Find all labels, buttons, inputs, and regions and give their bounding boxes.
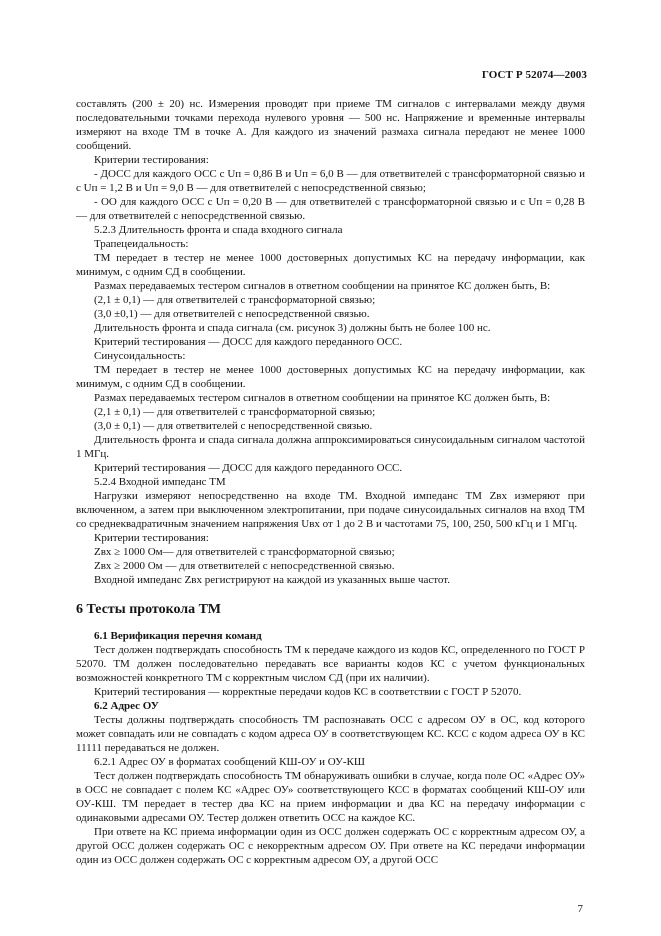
- paragraph: Размах передаваемых тестером сигналов в ответном сообщении на принятое КС должен быть, В:: [94, 392, 551, 404]
- list-item: (2,1 ± 0,1) — для ответвителей с трансформаторной связью;: [94, 406, 376, 418]
- paragraph: Критерий тестирования — ДОСС для каждого переданного ОСС.: [94, 336, 403, 348]
- paragraph: Критерий тестирования — корректные передачи кодов КС в соответствии с ГОСТ Р 52070.: [94, 686, 522, 698]
- paragraph: Критерии тестирования:: [94, 532, 209, 544]
- paragraph: Нагрузки измеряют непосредственно на входе ТМ. Входной импеданс ТМ Zвх измеряют при включенном, а затем при выключенном электропитании, при подаче синусоидальных сигналов на вход ТМ со среднеквадратичным значением напряжения Uвх от 1 до 2 В и частотами 75, 100, 250, 500 кГц и 1 МГц.: [76, 490, 585, 530]
- section-heading: 6 Тесты протокола ТМ: [76, 602, 221, 617]
- paragraph: Критерий тестирования — ДОСС для каждого переданного ОСС.: [94, 462, 403, 474]
- paragraph: При ответе на КС приема информации один из ОСС должен содержать ОС с корректным адресом ОУ, а другой ОСС должен содержать ОС с некорректным адресом ОУ. При ответе на КС передачи информации один из ОСС должен содержать ОС с корректным адресом ОУ, а другой ОСС: [76, 826, 585, 866]
- list-item: (2,1 ± 0,1) — для ответвителей с трансформаторной связью;: [94, 294, 376, 306]
- list-item: (3,0 ± 0,1) — для ответвителей с непосредственной связью.: [94, 420, 373, 432]
- page-number: 7: [577, 903, 583, 915]
- paragraph: Входной импеданс Zвх регистрируют на каждой из указанных выше частот.: [94, 574, 451, 586]
- list-item: (3,0 ±0,1) — для ответвителей с непосредственной связью.: [94, 308, 370, 320]
- subsection-heading: 5.2.3 Длительность фронта и спада входного сигнала: [94, 224, 343, 236]
- paragraph: Трапецеидальность:: [94, 238, 189, 250]
- paragraph: ТМ передает в тестер не менее 1000 достоверных допустимых КС на передачу информации, как минимум, с одним СД в сообщении.: [76, 364, 585, 390]
- list-item: Zвх ≥ 1000 Ом— для ответвителей с трансформаторной связью;: [94, 546, 395, 558]
- paragraph: Критерии тестирования:: [94, 154, 209, 166]
- paragraph: Синусоидальность:: [94, 350, 186, 362]
- list-item: - ОО для каждого ОСС с Uп = 0,20 В — для ответвителей с трансформаторной связью и с Uп = 0,28 В — для ответвителей с непосредственной связью.: [76, 196, 585, 222]
- document-header: ГОСТ Р 52074—2003: [481, 69, 587, 81]
- paragraph: составлять (200 ± 20) нс. Измерения проводят при приеме ТМ сигналов с интервалами между двумя последовательными точками перехода нулевого уровня — 500 нс. Напряжение и временные интервалы измеряют на входе ТМ в точке А. Для каждого из значений размаха сигнала передают не менее 1000 сообщений.: [76, 98, 585, 152]
- document-body: [76, 97, 585, 867]
- paragraph: Длительность фронта и спада сигнала (см. рисунок 3) должны быть не более 100 нс.: [94, 322, 491, 334]
- paragraph: Тесты должны подтверждать способность ТМ распознавать ОСС с адресом ОУ в ОС, код которого может совпадать или не совпадать с кодом адреса ОУ в соответствующем КС. КСС с кодом адреса ОУ в КС 11111 передаваться не должен.: [76, 714, 585, 754]
- list-item: Zвх ≥ 2000 Ом — для ответвителей с непосредственной связью.: [94, 560, 395, 572]
- subsection-heading: 5.2.4 Входной импеданс ТМ: [94, 476, 226, 488]
- paragraph: Размах передаваемых тестером сигналов в ответном сообщении на принятое КС должен быть, В:: [94, 280, 551, 292]
- list-item: - ДОСС для каждого ОСС с Uп = 0,86 В и Uп = 6,0 В — для ответвителей с трансформаторной связью и с Uп = 1,2 В и Uп = 9,0 В — для ответвителей с непосредственной связью;: [76, 168, 585, 194]
- paragraph: Длительность фронта и спада сигнала должна аппроксимироваться синусоидальным сигналом частотой 1 МГц.: [76, 434, 585, 460]
- subsection-heading: 6.1 Верификация перечня команд: [94, 630, 262, 642]
- subsection-heading: 6.2 Адрес ОУ: [94, 700, 159, 712]
- paragraph: Тест должен подтверждать способность ТМ к передаче каждого из кодов КС, определенного по ГОСТ Р 52070. ТМ должен последовательно передавать все варианты кодов КС с учетом функциональных возможностей конкретного ТМ с корректным числом СД (при их наличии).: [76, 644, 585, 684]
- subsection-heading: 6.2.1 Адрес ОУ в форматах сообщений КШ-ОУ и ОУ-КШ: [94, 756, 365, 768]
- paragraph: Тест должен подтверждать способность ТМ обнаруживать ошибки в случае, когда поле ОС «Адрес ОУ» в ОСС не совпадает с полем КС «Адрес ОУ» соответствующего КСС в форматах сообщений КШ-ОУ или ОУ-КШ. ТМ передает в тестер два КС на прием информации и два КС на передачу информации с одинаковыми адресами ОУ. Тестер должен ответить ОСС на каждое КС.: [76, 770, 585, 824]
- paragraph: ТМ передает в тестер не менее 1000 достоверных допустимых КС на передачу информации, как минимум, с одним СД в сообщении.: [76, 252, 585, 278]
